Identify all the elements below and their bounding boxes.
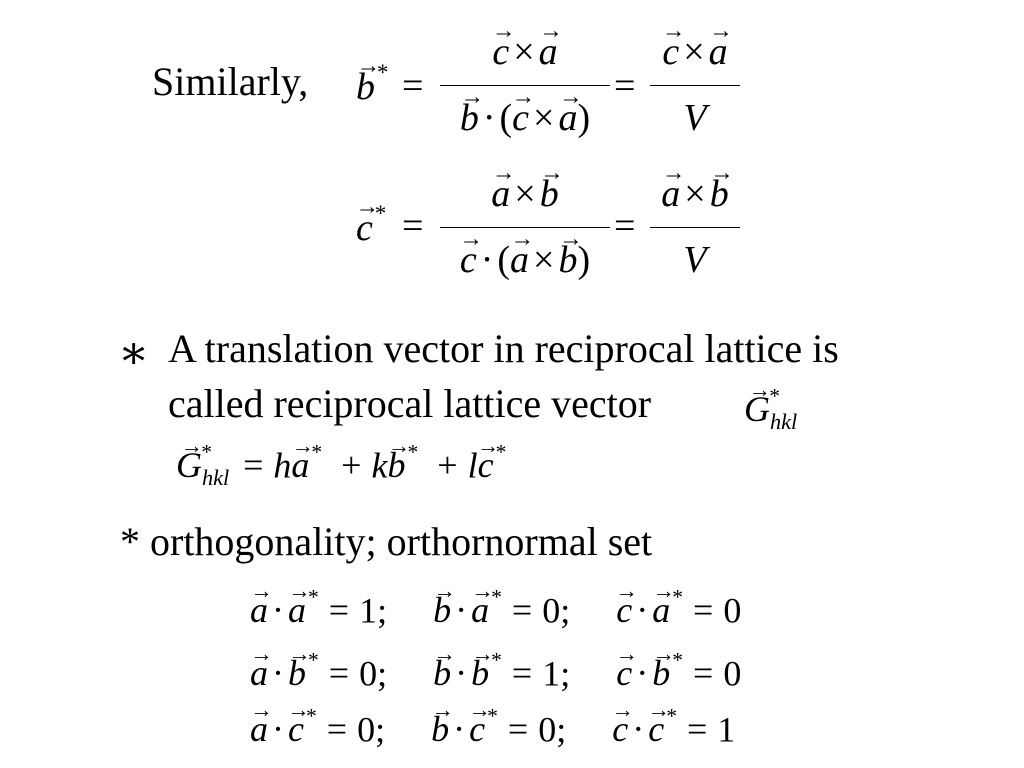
fraction-c1: → a ×→ b → c · (→ a ×→ b) <box>440 172 610 282</box>
fraction-c2: → a ×→ b V <box>650 172 740 282</box>
equals-sign: = <box>402 65 424 107</box>
bullet1-line1: A translation vector in reciprocal lattice is <box>168 326 839 371</box>
ortho-row-2: → a ·→ b* = 0; → b ·→ b* = 1; → c ·→ b* = 0 <box>250 648 741 694</box>
vec-b: → b <box>356 65 375 109</box>
g-hkl-symbol: → $G_{hkl}^*$ <box>744 384 780 435</box>
fraction-b2: → c ×→ a V <box>650 30 740 140</box>
fraction-bar <box>650 227 740 228</box>
equals-sign: = <box>614 65 636 107</box>
equals-sign: = <box>402 205 424 247</box>
vec-c: → c <box>356 206 373 250</box>
intro-label: Similarly, <box>152 59 309 104</box>
ortho-row-3: → a ·→ c* = 0; → b ·→ c* = 0; → c ·→ c* = 1 <box>250 704 735 750</box>
equals-sign: = <box>614 205 636 247</box>
bullet2-text: * orthogonality; orthornormal set <box>120 519 653 564</box>
fraction-bar <box>650 85 740 86</box>
g-hkl-formula: → $G_{hkl}^* = h\to a^* + k\to b^* + l\to c^*$ <box>176 440 506 491</box>
bullet-marker: ∗ <box>118 327 150 378</box>
ortho-row-1: → a ·→ a* = 1; → b ·→ a* = 0; → c ·→ a* = 0 <box>250 585 741 631</box>
bullet1-line2: called reciprocal lattice vector <box>168 381 652 426</box>
fraction-b1: → c ×→ a → b · (→ c ×→ a) <box>440 30 610 140</box>
